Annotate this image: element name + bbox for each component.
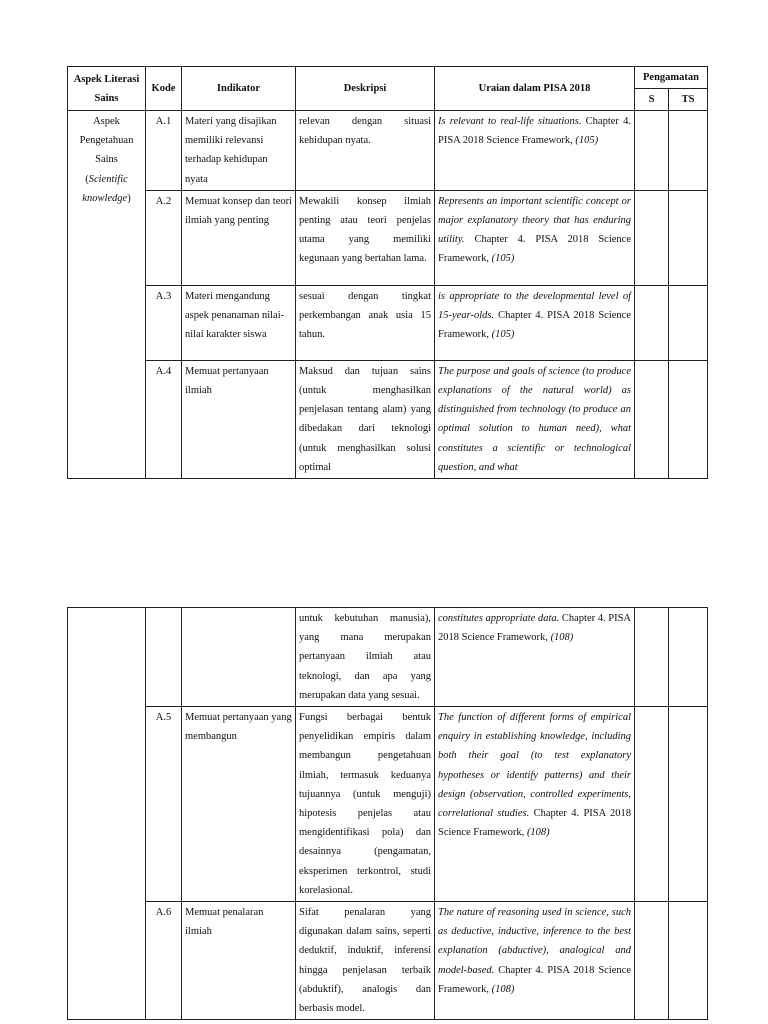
aspect-label: Aspek Pengetahuan Sains (79, 116, 134, 166)
uraian-source: Chapter 4. PISA 2018 Science Framework, (438, 808, 631, 839)
uraian-english-quote: constitutes appropriate data. (438, 613, 560, 624)
uraian-page-ref: (105) (491, 329, 515, 341)
checkbox-s-cell (635, 360, 669, 478)
kode-cell: A.6 (146, 902, 182, 1020)
checkbox-s-cell (635, 111, 669, 191)
indikator-cell: Materi yang disajikan memiliki relevansi terhadap kehidupan nyata (182, 111, 296, 191)
deskripsi-cell: sesuai dengan tingkat perkembangan anak usia 15 tahun. (296, 285, 435, 360)
deskripsi-cell: Sifat penalaran yang digunakan dalam sains, seperti deduktif, induktif, inferensi hingga penjelasan terbaik (abduktif), analogis dan berbasis model. (296, 902, 435, 1020)
uraian-cell (435, 190, 635, 285)
checkbox-s-cell (635, 285, 669, 360)
checkbox-ts-cell (669, 285, 708, 360)
uraian-source: Chapter 4. PISA 2018 Science Framework, (438, 234, 631, 265)
deskripsi-cell: relevan dengan situasi kehidupan nyata. (296, 111, 435, 191)
table-row (68, 707, 708, 902)
uraian-page-ref: (108) (491, 983, 515, 995)
uraian-cell (435, 360, 635, 478)
table-row (68, 190, 708, 285)
table-row (68, 285, 708, 360)
header-deskripsi: Deskripsi (296, 67, 435, 111)
table-row (68, 902, 708, 1020)
uraian-english-quote: Represents an important scientific concept or major explanatory theory that has enduring utility. (438, 195, 631, 246)
literacy-table-part-2 (67, 607, 708, 1020)
indikator-cell: Memuat pertanyaan ilmiah (182, 360, 296, 478)
uraian-source: Chapter 4. PISA 2018 Science Framework, (438, 964, 631, 995)
paren-open: ( (85, 173, 89, 185)
uraian-english-quote: The purpose and goals of science (to produce explanations of the natural world) as distinguished from technology (to produce an optimal solution to human need), what constitutes a scientific or technological question, and what (438, 365, 631, 473)
checkbox-ts-cell (669, 360, 708, 478)
checkbox-ts-cell (669, 111, 708, 191)
uraian-english-quote: Is relevant to real-life situations. (438, 116, 582, 127)
kode-cell: A.1 (146, 111, 182, 191)
uraian-source: Chapter 4. PISA 2018 Science Framework, (438, 116, 631, 147)
header-indikator: Indikator (182, 67, 296, 111)
table-row (68, 111, 708, 191)
header-kode: Kode (146, 67, 182, 111)
uraian-cell (435, 707, 635, 902)
header-ts: TS (669, 89, 708, 111)
checkbox-s-cell (635, 608, 669, 707)
table-row (68, 608, 708, 707)
indikator-cell: Memuat konsep dan teori ilmiah yang penting (182, 190, 296, 285)
kode-cell: A.2 (146, 190, 182, 285)
uraian-english-quote: The nature of reasoning used in science, such as deductive, inductive, inference to the best explanation (abductive), analogical and model-based. (438, 907, 631, 976)
aspect-cell (68, 608, 146, 1020)
uraian-source: Chapter 4. PISA 2018 Science Framework, (438, 613, 632, 644)
uraian-source: Chapter 4. PISA 2018 Science Framework, (438, 310, 631, 341)
header-row (68, 67, 708, 89)
checkbox-s-cell (635, 190, 669, 285)
deskripsi-cell: untuk kebutuhan manusia), yang mana merupakan pertanyaan ilmiah atau teknologi, dan apa yang merupakan data yang sesuai. (296, 608, 435, 707)
uraian-page-ref: (108) (526, 827, 550, 839)
checkbox-ts-cell (669, 902, 708, 1020)
uraian-page-ref: (108) (550, 632, 574, 644)
uraian-page-ref: (105) (491, 253, 515, 265)
uraian-cell (435, 902, 635, 1020)
uraian-cell (435, 111, 635, 191)
header-pengamatan: Pengamatan (635, 67, 708, 89)
indikator-cell: Materi mengandung aspek penanaman nilai- nilai karakter siswa (182, 285, 296, 360)
kode-cell: A.5 (146, 707, 182, 902)
indikator-cell: Memuat penalaran ilmiah (182, 902, 296, 1020)
uraian-english-quote: The function of different forms of empirical enquiry in establishing knowledge, including both their goal (to test explanatory hypotheses or identify patterns) and their design (observation, controlled experiments, correlational studies. (438, 712, 631, 820)
uraian-page-ref: (105) (575, 135, 599, 147)
table-row (68, 360, 708, 478)
header-aspek: Aspek Literasi Sains (68, 67, 146, 111)
deskripsi-cell: Mewakili konsep ilmiah penting atau teori penjelas utama yang memiliki kegunaan yang bertahan lama. (296, 190, 435, 285)
deskripsi-cell: Maksud dan tujuan sains (untuk menghasilkan penjelasan tentang alam) yang dibedakan dari teknologi (untuk menghasilkan solusi optimal (296, 360, 435, 478)
aspect-english-term: Scientific knowledge (82, 173, 128, 204)
checkbox-s-cell (635, 902, 669, 1020)
literacy-table-part-1 (67, 66, 708, 479)
kode-cell (146, 608, 182, 707)
indikator-cell: Memuat pertanyaan yang membangun (182, 707, 296, 902)
deskripsi-cell: Fungsi berbagai bentuk penyelidikan empiris dalam membangun pengetahuan ilmiah, termasuk keduanya tujuannya (untuk menguji) hipotesis penjelas atau mengidentifikasi pola) dan desainnya (pengamatan, eksperimen terkontrol, studi korelasional. (296, 707, 435, 902)
checkbox-ts-cell (669, 707, 708, 902)
uraian-cell (435, 608, 635, 707)
kode-cell: A.3 (146, 285, 182, 360)
uraian-cell (435, 285, 635, 360)
kode-cell: A.4 (146, 360, 182, 478)
checkbox-ts-cell (669, 190, 708, 285)
paren-close: ) (127, 192, 131, 204)
aspect-italic-label (71, 170, 142, 208)
uraian-english-quote: is appropriate to the developmental level of 15-year-olds. (438, 290, 631, 322)
indikator-cell (182, 608, 296, 707)
checkbox-ts-cell (669, 608, 708, 707)
aspect-cell (68, 111, 146, 479)
header-uraian: Uraian dalam PISA 2018 (435, 67, 635, 111)
checkbox-s-cell (635, 707, 669, 902)
header-s: S (635, 89, 669, 111)
